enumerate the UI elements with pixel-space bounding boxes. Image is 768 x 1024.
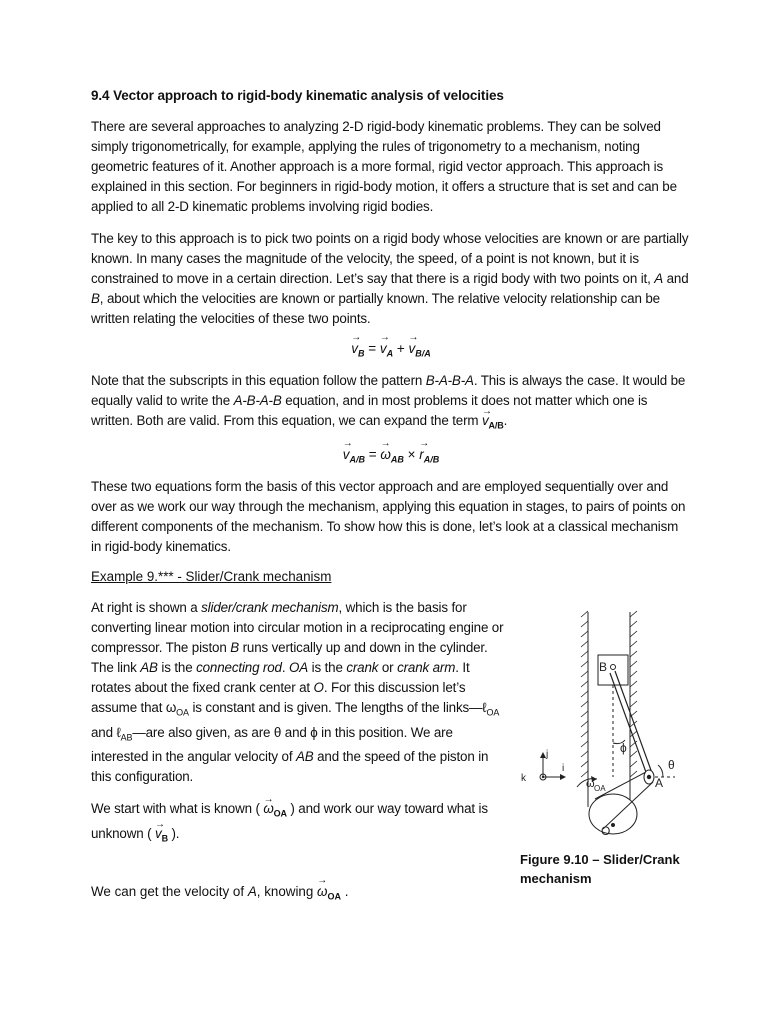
subscript: AB	[120, 732, 133, 743]
text-run: . For this discussion let’s assume that ω	[91, 680, 466, 716]
paragraph-basis: These two equations form the basis of this vector approach and are employed sequentially over and over as we work our way through the mechanism, applying this equation in stages, to pairs of points on different components of the mechanism. To show how this is done, let’s look at a classical mechanism in rigid-body kinematics.	[91, 479, 686, 555]
plus-sign: +	[393, 341, 409, 356]
label-omega-sub: OA	[594, 784, 606, 793]
pin-a	[647, 775, 651, 779]
term: slider/crank mechanism	[201, 600, 339, 616]
example-title: Example 9.*** - Slider/Crank mechanism	[91, 569, 332, 585]
point-a-ref: A	[247, 884, 257, 899]
cylinder-hatching	[581, 611, 637, 777]
text-run: and	[663, 271, 689, 286]
term: crank	[346, 660, 379, 676]
text-run: ).	[167, 826, 180, 842]
vector-omega: → ω	[263, 799, 273, 819]
text-run: equation, and in most problems it does not matter which one is written. Both are valid. From this equation, we can expand the term	[91, 392, 648, 428]
connecting-rod-edge	[610, 673, 647, 775]
text-run: and ℓ	[91, 724, 121, 740]
label-omega: ω	[586, 778, 595, 790]
equals-sign: =	[364, 341, 380, 356]
equals-sign: =	[364, 447, 381, 463]
text-run: is the	[157, 660, 197, 676]
subscript: A/B	[349, 455, 365, 466]
text-run: is constant and is given. The lengths of the links—ℓ	[188, 700, 487, 716]
pin-o	[611, 823, 615, 827]
vector-v: → v	[409, 341, 416, 356]
text-run: is the	[308, 660, 347, 676]
term: AB	[295, 749, 314, 765]
text-run: , which is the basis for converting linear motion into circular motion in a reciprocating engine or compressor. The piston	[91, 600, 504, 656]
equation-relative-velocity	[91, 341, 691, 359]
label-o: O	[601, 824, 611, 838]
text-run: , knowing	[256, 884, 318, 899]
subscript: AB	[390, 455, 404, 466]
paragraph-subscript-pattern	[91, 371, 691, 436]
example-text	[91, 598, 511, 849]
point-b-ref: B	[91, 291, 100, 306]
vector-omega: → ω	[317, 884, 327, 899]
label-k: k	[521, 773, 526, 784]
section-heading: 9.4 Vector approach to rigid-body kinematic analysis of velocities	[91, 88, 504, 103]
term: crank arm	[397, 660, 456, 676]
paragraph-known-unknown	[91, 799, 511, 848]
text-run: At right is shown a	[91, 600, 202, 616]
text-run: .	[340, 884, 349, 899]
slider-crank-figure	[513, 607, 678, 847]
label-j: j	[546, 749, 549, 760]
text-run: or	[378, 660, 398, 676]
label-b: B	[599, 660, 608, 674]
label-i: i	[562, 763, 565, 774]
text-run: ) and work our way toward what is unknown (	[91, 801, 488, 842]
vector-omega: → ω	[380, 447, 391, 462]
text-run: . It rotates about the fixed crank center at	[91, 660, 470, 696]
paragraph-slider-crank	[91, 598, 511, 787]
term: connecting rod	[196, 660, 282, 676]
subscript: B/A	[415, 348, 431, 359]
vector-v: → v	[380, 341, 387, 356]
subscript: B	[161, 833, 168, 844]
crank-disc	[589, 794, 637, 834]
label-theta: θ	[668, 758, 675, 772]
subscript: OA	[486, 707, 500, 718]
subscript: OA	[273, 809, 287, 820]
text-run: We start with what is known (	[91, 801, 264, 817]
subscript: A/B	[488, 420, 504, 431]
pattern-aba: A-B-A-B	[233, 392, 282, 408]
label-phi: ϕ	[620, 741, 627, 755]
subscript: A	[386, 348, 394, 359]
text-run: Note that the subscripts in this equation follow the pattern	[91, 372, 426, 388]
text-run: —are also given, as are θ and ϕ in this position. We are interested in the angular velocity of	[91, 724, 453, 765]
text-run: .	[503, 412, 508, 428]
text-run: The key to this approach is to pick two points on a rigid body whose velocities are known or are partially known. In many cases the magnitude of the velocity, the speed, of a point is not known, but it is constrained to move in a certain direction. Let’s say that there is a rigid body with two points on it,	[91, 231, 689, 286]
subscript: B	[357, 348, 365, 359]
subscript: A/B	[423, 455, 440, 466]
i-arrowhead	[560, 774, 566, 780]
vector-v: → v	[343, 447, 350, 462]
paragraph-velocity-of-a	[91, 884, 348, 902]
vector-v: → v	[155, 824, 162, 844]
text-run: We can get the velocity of	[91, 884, 248, 899]
point-a-ref: A	[654, 271, 664, 286]
subscript: OA	[176, 707, 189, 718]
text-run: and the speed of the piston in this configuration.	[91, 749, 489, 785]
vector-v: → v	[351, 341, 358, 356]
subscript: OA	[327, 891, 341, 902]
vector-v: → v	[482, 411, 489, 431]
term: B	[230, 640, 240, 656]
equation-omega-cross-r	[91, 447, 691, 465]
text-run: runs vertically up and down in the cylinder. The link	[91, 640, 488, 676]
text-run: , about which the velocities are known or partially known. The relative velocity relationship can be written relating the velocities of these two points.	[91, 291, 660, 326]
vector-r: → r	[419, 447, 424, 462]
text-run: .	[281, 660, 289, 676]
cross-sign: ×	[403, 447, 420, 463]
k-axis-dot	[542, 776, 544, 778]
text-run: . This is always the case. It would be equally valid to write the	[91, 372, 686, 408]
pin-b	[611, 665, 616, 670]
pattern-bab: B-A-B-A	[425, 372, 474, 388]
figure-caption: Figure 9.10 – Slider/Crank mechanism	[520, 852, 680, 886]
label-a: A	[655, 776, 664, 790]
paragraph-key-approach	[91, 229, 691, 329]
paragraph-intro: There are several approaches to analyzing 2-D rigid-body kinematic problems. They can be solved simply trigonometrically, for example, applying the rules of trigonometry to a mechanism, noting geometric features of it. Another approach is a more formal, rigid vector approach. This approach is explained in this section. For beginners in rigid-body motion, it offers a structure that is set and can be applied to all 2-D kinematic problems involving rigid bodies.	[91, 119, 677, 214]
term: OA	[289, 660, 309, 676]
connecting-rod-edge	[615, 671, 652, 773]
term: AB	[140, 660, 158, 676]
term: O	[313, 680, 324, 696]
